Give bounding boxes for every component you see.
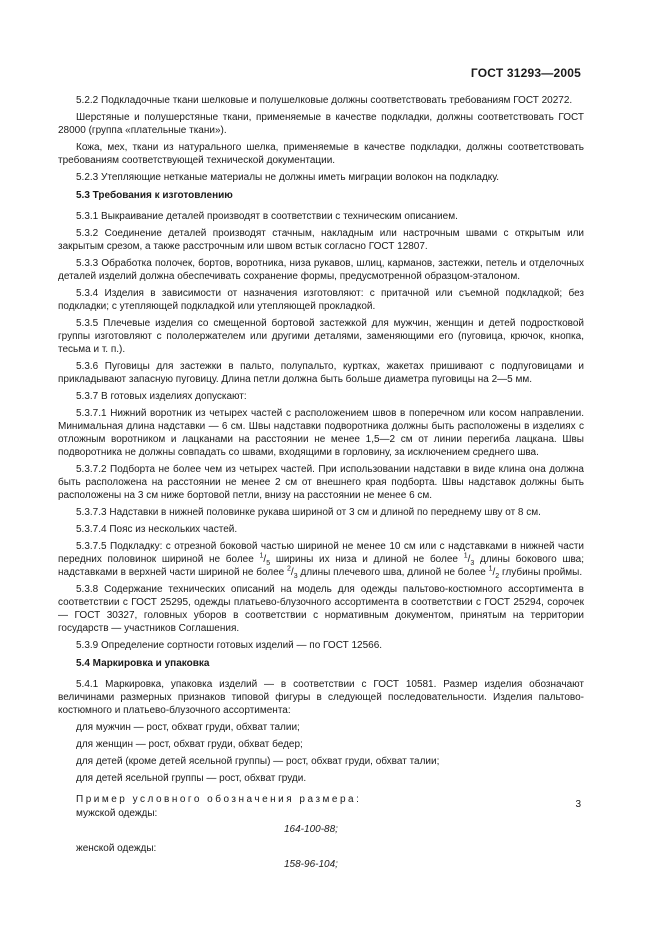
paragraph-5-3-7-3: 5.3.7.3 Надставки в нижней половинке рукава шириной от 3 см и длиной по переднему шву от 8 см.: [76, 507, 541, 518]
paragraph-5-3-9: 5.3.9 Определение сортности готовых изделий — по ГОСТ 12566.: [76, 640, 383, 651]
paragraph-5-3-8: 5.3.8 Содержание технических описаний на модель для одежды пальтово-костюмного ассортимента в соответствии с ГОСТ 25295, одежды платьево-блузочного ассортимента в соответствии с ГОСТ 25294, сорочек — ГОСТ 30327, головных уборов в соответствии с нормативным документом, принятым на территории государств — участников Соглашения.: [58, 584, 584, 634]
paragraph-5-4-1: 5.4.1 Маркировка, упаковка изделий — в соответствии с ГОСТ 10581. Размер изделия обозначают величинами размерных признаков типовой фигуры в следующей последовательности. Изделия пальтово-костюмного и платьево-блузочного ассортимента:: [58, 679, 584, 716]
document-body: [58, 94, 584, 877]
text-run: ширины их низа и длиной не более: [270, 554, 464, 565]
paragraph-5-3-7-5: 5.3.7.5 Подкладку: с отрезной боковой частью шириной не менее 10 см или с надставками в нижней части передних половинок шириной не более $^1/_5$ ширины их низа и длиной не более $^1/_3$ длины бокового шва; надставками в верхней части шириной не более $^2/_3$ длины плечевого шва, длиной не более $^1/_2$ глубины проймы.: [58, 541, 585, 580]
example-label-women: женской одежды:: [76, 843, 157, 854]
section-heading-5-3: 5.3 Требования к изготовлению: [76, 190, 233, 201]
paragraph-5-3-2: 5.3.2 Соединение деталей производят стачным, накладным или настрочным швами с открытым или закрытым срезом, а также расстрочным или швом встык согласно ГОСТ 12807.: [58, 228, 584, 252]
text-run: глубины проймы.: [499, 567, 583, 578]
paragraph-5-3-7-4: 5.3.7.4 Пояс из нескольких частей.: [76, 524, 238, 535]
fraction-denominator: 5: [266, 560, 271, 567]
paragraph-5-2-2-wool: Шерстяные и полушерстяные ткани, применяемые в качестве подкладки, должны соответствовать ГОСТ 28000 (группа «плательные ткани»).: [58, 112, 584, 136]
fraction-numerator: 1: [463, 552, 468, 560]
text-run: 5.3.7.5 Подкладку: с отрезной боковой частью шириной не менее 10 см или с надставками в нижней части передних половинок шириной не более: [58, 541, 584, 565]
fraction-denominator: 2: [495, 573, 500, 580]
list-item: для детей ясельной группы — рост, обхват груди.: [76, 773, 307, 784]
paragraph-5-3-7-1: 5.3.7.1 Нижний воротник из четырех частей с расположением швов в поперечном или косом направлении. Минимальная длина надставки — 6 см. Швы надставки подворотника должны быть расположены в изделиях с отложным воротником и лацканами на расстоянии не менее 1,5—2 см от линии перегиба лацкана. Швы подворотника не должны совпадать со швами, входящими в горловину, за исключением среднего шва.: [58, 408, 584, 458]
paragraph-5-3-3: 5.3.3 Обработка полочек, бортов, воротника, низа рукавов, шлиц, карманов, застежки, петель и отделочных деталей изделий должна обеспечивать сохранение формы, предусмотренной образцом-эталоном.: [58, 258, 584, 282]
fraction-numerator: 1: [488, 565, 493, 573]
paragraph-5-2-2: 5.2.2 Подкладочные ткани шелковые и полушелковые должны соответствовать требованиям ГОСТ 20272.: [76, 95, 573, 106]
paragraph-5-3-1: 5.3.1 Выкраивание деталей производят в соответствии с техническим описанием.: [76, 211, 458, 222]
example-title: Пример условного обозначения размера:: [76, 794, 362, 805]
paragraph-5-3-7: 5.3.7 В готовых изделиях допускают:: [76, 391, 247, 402]
example-value-women: 158-96-104;: [284, 859, 338, 870]
list-item: для женщин — рост, обхват груди, обхват бедер;: [76, 739, 303, 750]
document-header: ГОСТ 31293—2005: [470, 66, 581, 80]
paragraph-5-2-3: 5.2.3 Утепляющие нетканые материалы не должны иметь миграции волокон на подкладку.: [76, 172, 500, 183]
text-run: длины плечевого шва, длиной не более: [297, 567, 489, 578]
page-number: 3: [575, 799, 581, 810]
paragraph-5-2-2-leather: Кожа, мех, ткани из натурального шелка, применяемые в качестве подкладки, должны соответствовать требованиям соответствующей технической документации.: [58, 142, 584, 166]
example-value-men: 164-100-88;: [284, 824, 338, 835]
text-run: длины бокового шва; надставками в верхней части шириной не более: [58, 554, 585, 578]
fraction-numerator: 2: [287, 565, 291, 573]
paragraph-5-3-6: 5.3.6 Пуговицы для застежки в пальто, полупальто, куртках, жакетах пришивают с подпуговицами и прикладывают запасную пуговицу. Длина петли должна быть больше диаметра пуговицы на 2—5 мм.: [58, 361, 584, 385]
fraction-denominator: 3: [470, 560, 475, 567]
section-heading-5-4: 5.4 Маркировка и упаковка: [76, 658, 210, 669]
fraction-numerator: 1: [259, 552, 264, 560]
paragraph-5-3-4: 5.3.4 Изделия в зависимости от назначения изготовляют: с притачной или съемной подкладкой; без подкладки; с утепляющей подкладкой или утепляющей прокладкой.: [58, 288, 584, 312]
paragraph-5-3-7-2: 5.3.7.2 Подборта не более чем из четырех частей. При использовании надставки в виде клина она должна быть расположена на расстоянии не менее 2 см от внешнего края подборта. Швы надставок должны быть расположены на 3 см ниже бортовой петли, внизу на расстоянии не менее 6 см.: [58, 464, 584, 501]
fraction-denominator: 3: [293, 573, 298, 580]
example-label-men: мужской одежды:: [76, 808, 158, 819]
paragraph-5-3-5: 5.3.5 Плечевые изделия со смещенной бортовой застежкой для мужчин, женщин и детей подростковой группы изготовляют с пололержателем или другими деталями, заменяющими его (пуговица, крючок, кнопка, тесьма и т. п.).: [58, 318, 584, 355]
list-item: для детей (кроме детей ясельной группы) — рост, обхват груди, обхват талии;: [76, 756, 440, 767]
list-item: для мужчин — рост, обхват груди, обхват талии;: [76, 722, 300, 733]
